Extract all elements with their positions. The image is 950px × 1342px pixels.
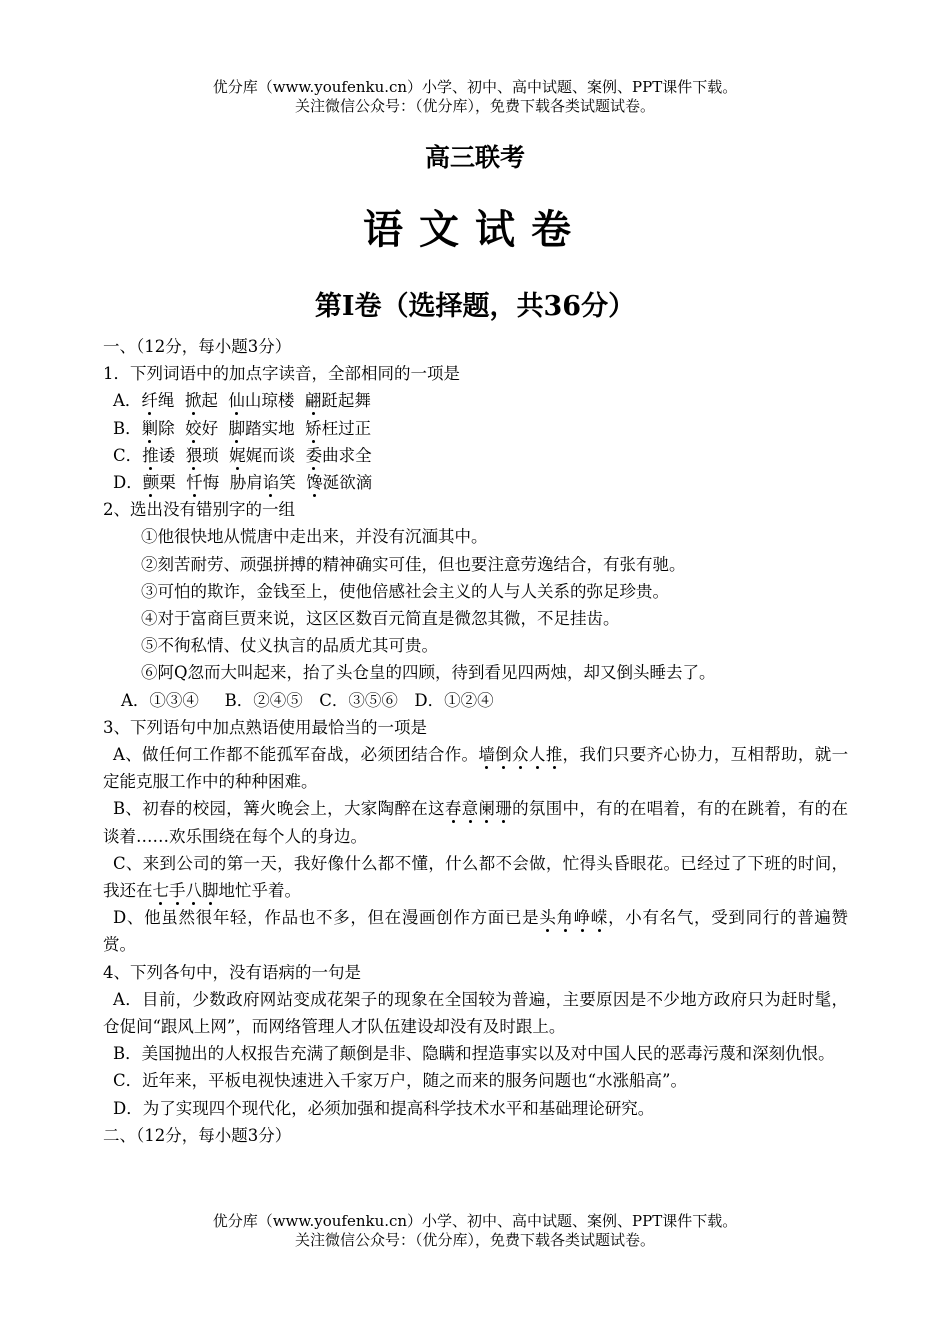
emphasized-char: 七	[152, 881, 169, 901]
q4-option-c: C．近年来，平板电视快速进入千家万户，随之而来的服务问题也“水涨船高”。	[113, 1071, 687, 1091]
q3-b-dotted-idiom	[445, 799, 512, 818]
emphasized-char: 掀	[184, 391, 202, 411]
footer-line-2: 关注微信公众号：（优分库），免费下载各类试题试卷。	[294, 1231, 655, 1249]
q3-d-text: D、他虽然很年轻，作品也不多，但在漫画创作方面已是	[113, 908, 540, 928]
q3-option-a	[103, 741, 848, 795]
emphasized-char: 墙	[478, 745, 496, 765]
q1-options	[103, 387, 848, 496]
q3-b-text: B、初春的校园，篝火晚会上，大家陶醉在这	[113, 799, 445, 819]
emphasized-char: 人	[528, 745, 546, 765]
emphasized-char: 忏	[186, 473, 203, 493]
q4-stem: 4、下列各句中，没有语病的一句是	[103, 962, 361, 982]
emphasized-char: 春	[444, 799, 462, 819]
q1-option	[103, 442, 848, 469]
part-title: 第Ⅰ卷（选择题，共36分）	[314, 291, 636, 322]
emphasized-char: 角	[556, 908, 574, 928]
q1-option	[103, 415, 848, 442]
emphasized-char: 嵘	[590, 908, 609, 928]
q1-word: 矫枉过正	[305, 418, 372, 438]
emphasized-char: 峥	[573, 908, 591, 928]
emphasized-char: 颤	[142, 473, 160, 493]
q2-item: ⑤不徇私情、仗义执言的品质尤其可贵。	[141, 636, 438, 656]
q3-a-text-end: ，我们只要齐心协力，互相帮助，就一定能克服工作中的种种困难。	[103, 745, 849, 792]
q1-stem: 1．下列词语中的加点字读音，全部相同的一项是	[103, 364, 460, 384]
emphasized-char: 翩	[304, 391, 322, 411]
q1-word: 猥琐	[185, 445, 219, 465]
q1-option	[103, 387, 848, 414]
q3-stem: 3、下列语句中加点熟语使用最恰当的一项是	[103, 717, 427, 737]
emphasized-char: 头	[539, 908, 557, 928]
emphasized-char: 纤	[141, 391, 158, 411]
q2-stem: 2、选出没有错别字的一组	[103, 500, 295, 520]
q3-c-text-end: 地忙乎着。	[218, 881, 301, 901]
q1-word: 胁肩谄笑	[229, 473, 296, 493]
q1-option-label: B．	[113, 418, 142, 438]
q1-option-label: C．	[113, 445, 143, 465]
page-footer	[0, 1212, 950, 1250]
q3-option-c	[103, 850, 848, 904]
exam-title: 高三联考	[424, 143, 525, 172]
section-1-heading: 一、（12分，每小题3分）	[103, 337, 292, 356]
q1-word: 脚踏实地	[228, 418, 295, 438]
emphasized-char: 八	[185, 881, 202, 901]
emphasized-char: 剿	[141, 418, 159, 438]
q1-option-label: D．	[113, 473, 143, 493]
q3-d-dotted-idiom	[539, 908, 608, 927]
emphasized-char: 馋	[306, 473, 323, 493]
q2-item: ②刻苦耐劳、顽强拼搏的精神确实可佳，但也要注意劳逸结合，有张有驰。	[141, 554, 686, 574]
q4-option-a: A．目前，少数政府网站变成花架子的现象在全国较为普遍，主要原因是不少地方政府只为赶时髦，仓促间“跟风上网”，而网络管理人才队伍建设却没有及时跟上。	[103, 989, 848, 1037]
q3-a-text: A、做任何工作都不能孤军奋战，必须团结合作。	[113, 745, 479, 765]
emphasized-char: 推	[142, 445, 159, 465]
q2-item: ③可怕的欺诈，金钱至上，使他倍感社会主义的人与人关系的弥足珍贵。	[141, 581, 669, 601]
q1-word: 纤绳	[141, 391, 175, 411]
q2-item: ⑥阿Q忽而大叫起来，抬了头仓皇的四顾，待到看见四两烛，却又倒头睡去了。	[141, 663, 716, 683]
emphasized-char: 矫	[305, 418, 322, 438]
q1-word: 推诿	[142, 445, 176, 465]
exam-content	[103, 333, 848, 1149]
q2-item: ④对于富商巨贾来说，这区区数百元简直是微忽其微，不足挂齿。	[141, 609, 620, 629]
emphasized-char: 意	[461, 799, 479, 819]
emphasized-char: 珊	[495, 799, 513, 819]
header-line-1: 优分库（www.youfenku.cn）小学、初中、高中试题、案例、PPT课件下载。	[212, 78, 738, 96]
subject-title: 语文试卷	[363, 207, 587, 253]
q3-option-d	[103, 904, 848, 958]
emphasized-char: 仙	[228, 391, 245, 411]
q1-option-label: A．	[113, 391, 142, 411]
q1-option	[103, 469, 848, 496]
page-header	[0, 78, 950, 116]
emphasized-char: 众	[512, 745, 529, 765]
emphasized-char: 娓	[229, 445, 246, 465]
q1-word: 翩跹起舞	[304, 391, 371, 411]
q1-word: 娓娓而谈	[229, 445, 296, 465]
emphasized-char: 倒	[495, 745, 513, 765]
emphasized-char: 推	[545, 745, 563, 765]
q1-word: 馋涎欲滴	[306, 473, 373, 493]
emphasized-char: 委	[305, 445, 323, 465]
q2-item: ①他很快地从慌唐中走出来，并没有沉湎其中。	[141, 527, 488, 547]
q3-a-dotted-idiom	[478, 745, 562, 764]
q1-word: 掀起	[184, 391, 218, 411]
q3-option-b	[103, 795, 848, 849]
q1-word: 仙山琼楼	[228, 391, 295, 411]
q1-word: 忏悔	[186, 473, 220, 493]
section-2-heading: 二、（12分，每小题3分）	[103, 1125, 292, 1145]
q1-word: 姣好	[185, 418, 219, 438]
emphasized-char: 手	[169, 881, 186, 901]
q2-options: A．①③④ B．②④⑤ C．③⑤⑥ D．①②④	[121, 690, 494, 710]
emphasized-char: 阑	[478, 799, 496, 819]
q1-word: 委曲求全	[305, 445, 372, 465]
footer-line-1: 优分库（www.youfenku.cn）小学、初中、高中试题、案例、PPT课件下载。	[212, 1212, 738, 1230]
emphasized-char: 猥	[185, 445, 203, 465]
emphasized-char: 脚	[228, 418, 246, 438]
emphasized-char: 姣	[185, 418, 202, 438]
header-line-2: 关注微信公众号：（优分库），免费下载各类试题试卷。	[294, 97, 655, 115]
q1-word: 颤栗	[142, 473, 176, 493]
q3-c-dotted-idiom	[153, 881, 219, 900]
q3-c-text: C、来到公司的第一天，我好像什么都不懂，什么都不会做，忙得头昏眼花。已经过了下班的时间，我还在	[103, 853, 848, 901]
q3-d-text-end: ，小有名气，受到同行的普遍赞赏。	[103, 908, 849, 955]
q3-b-text-end: 的氛围中，有的在唱着，有的在跳着，有的在谈着……欢乐围绕在每个人的身边。	[103, 799, 848, 846]
q4-option-d: D．为了实现四个现代化，必须加强和提高科学技术水平和基础理论研究。	[113, 1098, 655, 1118]
emphasized-char: 脚	[202, 881, 219, 901]
q4-option-b: B．美国抛出的人权报告充满了颠倒是非、隐瞒和捏造事实以及对中国人民的恶毒污蔑和深刻仇恨。	[113, 1044, 835, 1064]
q1-word: 剿除	[141, 418, 175, 438]
emphasized-char: 谄	[262, 473, 280, 493]
